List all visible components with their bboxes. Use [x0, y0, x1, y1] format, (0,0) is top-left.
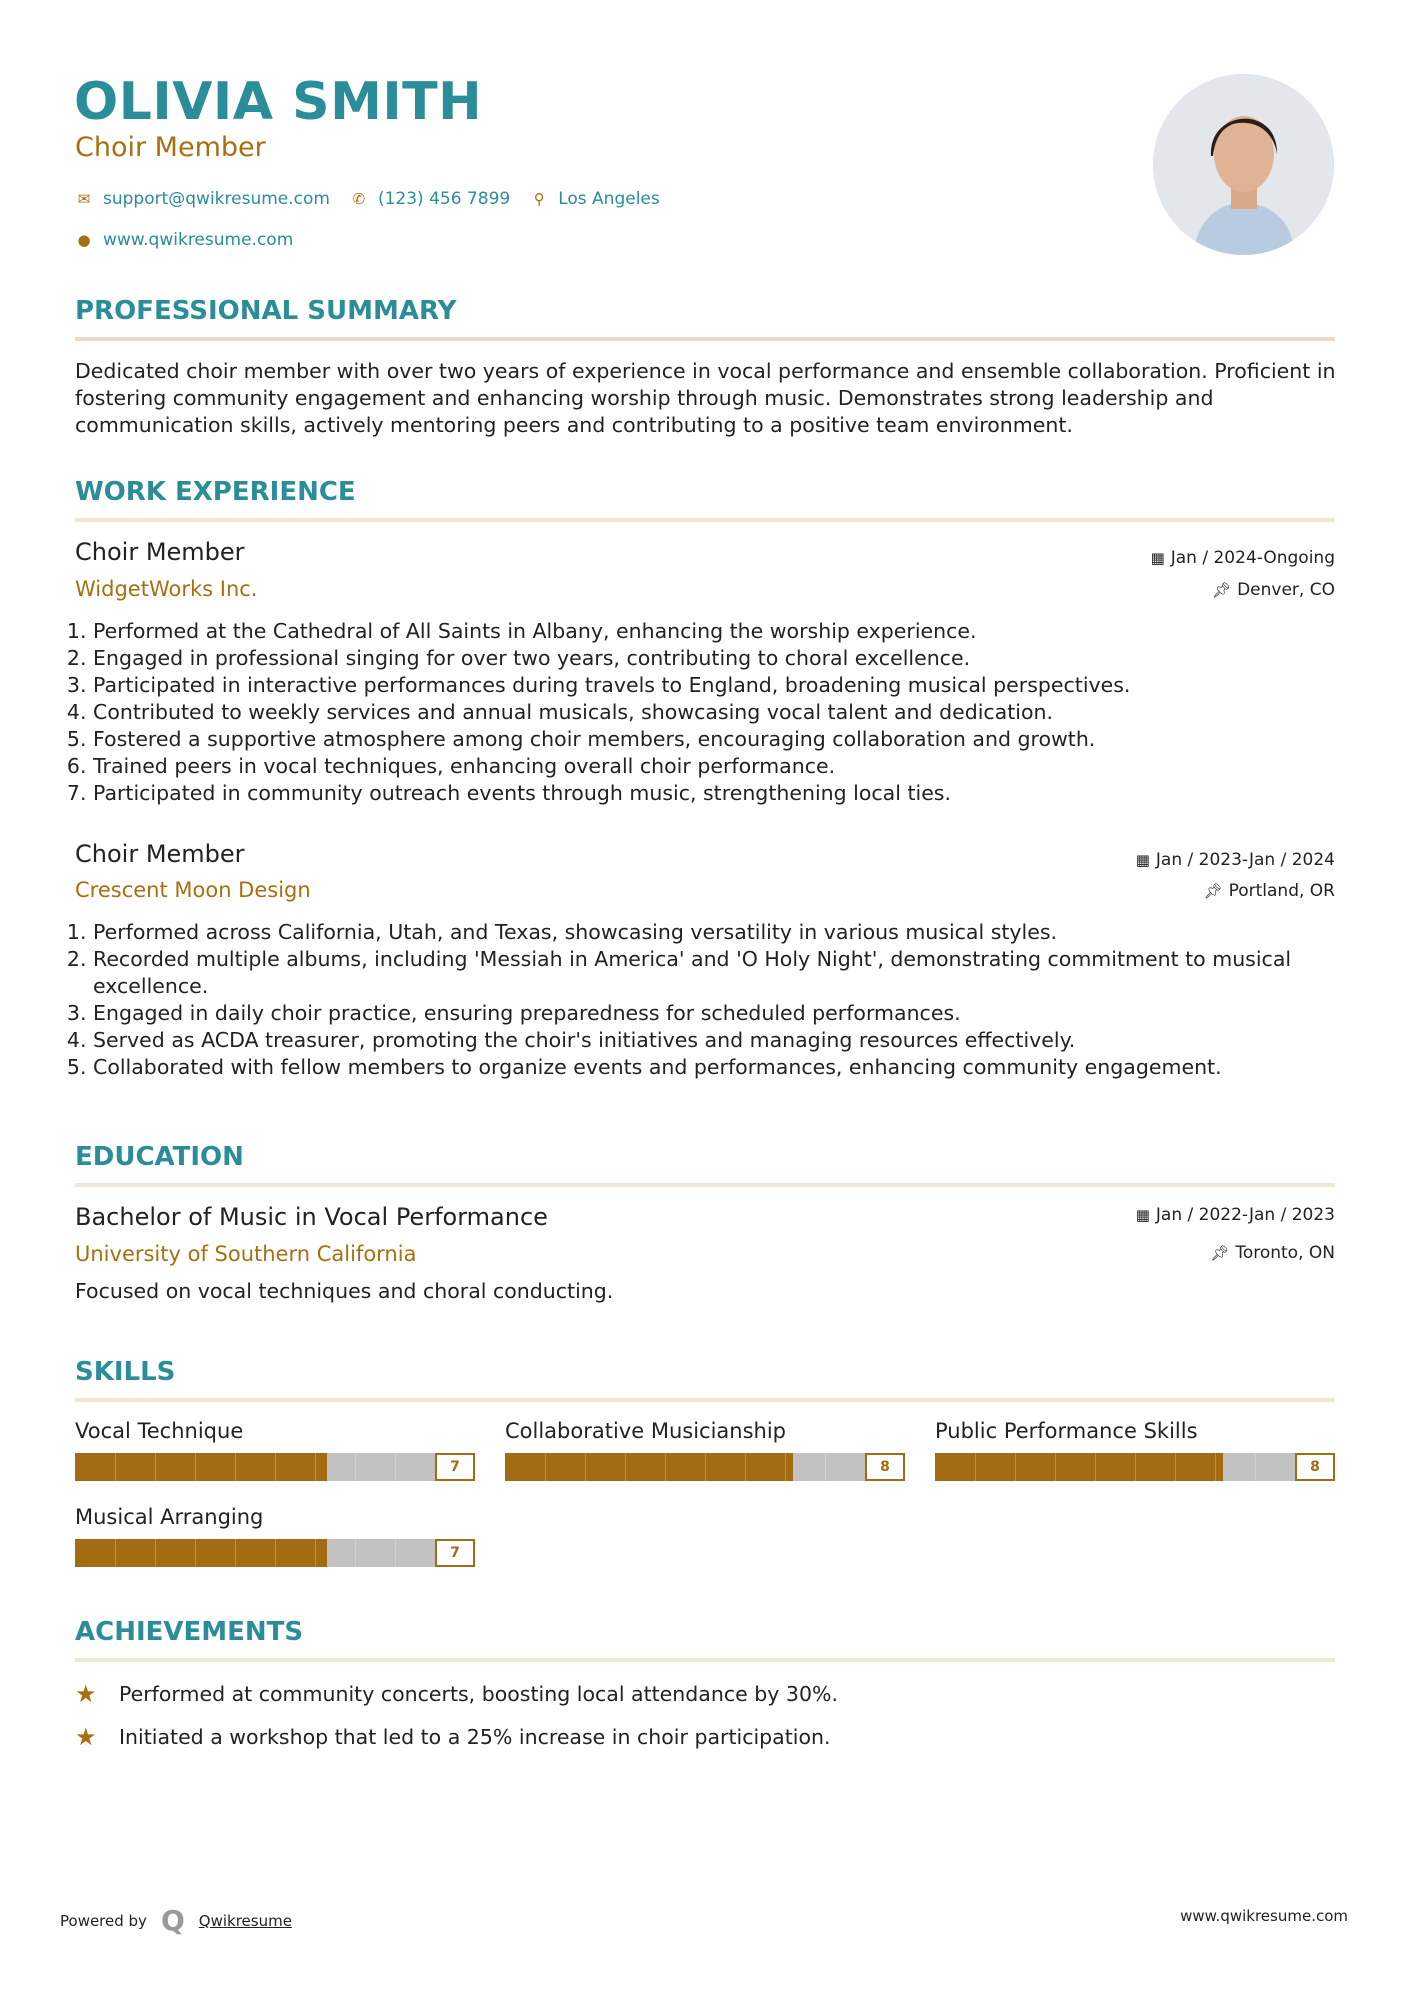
bar-segment	[235, 1453, 236, 1481]
job-location	[1204, 881, 1335, 901]
skills-heading: SKILLS	[75, 1357, 176, 1387]
pushpin-icon: 📌︎	[1203, 882, 1223, 900]
achievements-heading: ACHIEVEMENTS	[75, 1617, 304, 1647]
skill-name: Collaborative Musicianship	[505, 1419, 786, 1443]
job-bullet: 1. Performed across California, Utah, and Texas, showcasing versatility in various musical styles.	[93, 919, 1355, 946]
star-icon: ★	[75, 1680, 97, 1708]
bar-segment	[115, 1539, 116, 1567]
bar-segment	[625, 1453, 626, 1481]
divider	[75, 337, 1335, 341]
calendar-icon: ▦	[1150, 549, 1165, 567]
powered-by-text: Powered by	[60, 1911, 147, 1930]
contact-row	[75, 189, 660, 209]
skill-bar	[75, 1453, 475, 1481]
company-name: Crescent Moon Design	[75, 878, 311, 902]
phone-icon: ✆	[352, 190, 366, 208]
skill-item	[505, 1419, 905, 1481]
bar-segment	[1015, 1453, 1016, 1481]
summary-text: Dedicated choir member with over two years of experience in vocal performance and ensemble collaboration. Proficient in fostering community engagement and enhancing worship through music. Demonstrates strong leadership and communication skills, actively mentoring peers and contributing to a positive team environment.	[75, 359, 1336, 437]
job-bullet: 2. Recorded multiple albums, including 'Messiah in America' and 'O Holy Night', demonstrating commitment to musical excellence.	[93, 946, 1355, 1000]
bar-segment	[155, 1539, 156, 1567]
footer-powered	[60, 1904, 292, 1937]
profile-photo	[1153, 74, 1334, 255]
brand-link[interactable]: Qwikresume	[198, 1911, 292, 1930]
bar-segment	[1255, 1453, 1256, 1481]
star-icon: ★	[75, 1723, 97, 1751]
skill-item	[75, 1505, 475, 1567]
divider	[75, 1183, 1335, 1187]
job-bullet: 6. Trained peers in vocal techniques, enhancing overall choir performance.	[93, 753, 1355, 780]
globe-icon: ●	[77, 231, 91, 249]
dates-text: Jan / 2024-Ongoing	[1170, 548, 1335, 568]
skill-bar	[505, 1453, 905, 1481]
bar-segment	[785, 1453, 786, 1481]
education-heading: EDUCATION	[75, 1142, 244, 1172]
skill-name: Vocal Technique	[75, 1419, 244, 1443]
pushpin-icon: 📌︎	[1212, 581, 1232, 599]
skill-bar	[935, 1453, 1335, 1481]
job-bullet: 3. Engaged in daily choir practice, ensuring preparedness for scheduled performances.	[93, 1000, 1355, 1027]
candidate-title: Choir Member	[75, 132, 266, 163]
skill-level: 7	[435, 1539, 475, 1567]
edu-location	[1210, 1243, 1335, 1263]
job-bullet: 5. Collaborated with fellow members to organize events and performances, enhancing community engagement.	[93, 1054, 1355, 1081]
achievement-text: Performed at community concerts, boosting local attendance by 30%.	[119, 1682, 838, 1706]
bar-segment	[1095, 1453, 1096, 1481]
bar-segment	[235, 1539, 236, 1567]
map-pin-icon: ⚲	[533, 190, 545, 208]
achievement-item	[75, 1680, 838, 1708]
website-row	[75, 230, 293, 250]
school: University of Southern California	[75, 1242, 417, 1266]
skill-item	[935, 1419, 1335, 1481]
email-link[interactable]: support@qwikresume.com	[103, 189, 330, 209]
calendar-icon: ▦	[1135, 1206, 1150, 1224]
skill-item	[75, 1419, 475, 1481]
bar-segment	[155, 1453, 156, 1481]
experience-heading: WORK EXPERIENCE	[75, 477, 356, 507]
bar-segment	[195, 1453, 196, 1481]
bar-segment	[315, 1539, 316, 1567]
edu-description: Focused on vocal techniques and choral conducting.	[75, 1279, 614, 1303]
job-bullet: 1. Performed at the Cathedral of All Saints in Albany, enhancing the worship experience.	[93, 618, 1355, 645]
bar-segment	[705, 1453, 706, 1481]
bar-segment	[395, 1539, 396, 1567]
phone-text: (123) 456 7899	[377, 189, 511, 209]
job-bullets	[75, 618, 1355, 807]
job-title: Choir Member	[75, 538, 245, 566]
bar-segment	[665, 1453, 666, 1481]
skill-level: 8	[1295, 1453, 1335, 1481]
bar-segment	[195, 1539, 196, 1567]
location-text: Los Angeles	[558, 189, 660, 209]
bar-segment	[355, 1453, 356, 1481]
bar-segment	[395, 1453, 396, 1481]
divider	[75, 518, 1335, 522]
achievement-item	[75, 1723, 831, 1751]
dates-text: Jan / 2023-Jan / 2024	[1155, 850, 1335, 870]
skill-bar	[75, 1539, 475, 1567]
skill-name: Musical Arranging	[75, 1505, 264, 1529]
bar-segment	[275, 1539, 276, 1567]
job-bullet: 4. Served as ACDA treasurer, promoting the choir's initiatives and managing resources effectively.	[93, 1027, 1355, 1054]
pushpin-icon: 📌︎	[1210, 1244, 1230, 1262]
calendar-icon: ▦	[1135, 851, 1150, 869]
edu-dates	[1136, 1205, 1335, 1225]
candidate-name: OLIVIA SMITH	[74, 72, 483, 132]
skill-bar-fill	[935, 1453, 1223, 1481]
skill-level: 7	[435, 1453, 475, 1481]
bar-segment	[1135, 1453, 1136, 1481]
skill-name: Public Performance Skills	[935, 1419, 1198, 1443]
achievement-text: Initiated a workshop that led to a 25% increase in choir participation.	[119, 1725, 831, 1749]
job-dates	[1136, 850, 1335, 870]
job-bullet: 3. Participated in interactive performances during travels to England, broadening musical perspectives.	[93, 672, 1355, 699]
skill-bar-fill	[505, 1453, 793, 1481]
divider	[75, 1398, 1335, 1402]
bar-segment	[355, 1539, 356, 1567]
bar-segment	[115, 1453, 116, 1481]
skill-bar-fill	[75, 1453, 327, 1481]
bar-segment	[745, 1453, 746, 1481]
job-location	[1212, 580, 1335, 600]
location-text: Portland, OR	[1228, 881, 1335, 901]
envelope-icon: ✉	[77, 190, 91, 208]
job-bullet: 5. Fostered a supportive atmosphere among choir members, encouraging collaboration and growth.	[93, 726, 1355, 753]
bar-segment	[275, 1453, 276, 1481]
skill-level: 8	[865, 1453, 905, 1481]
bar-segment	[1175, 1453, 1176, 1481]
company-name: WidgetWorks Inc.	[75, 577, 258, 601]
divider	[75, 1658, 1335, 1662]
job-dates	[1151, 548, 1335, 568]
bar-segment	[825, 1453, 826, 1481]
footer-website[interactable]: www.qwikresume.com	[1180, 1907, 1348, 1925]
location-text: Denver, CO	[1237, 580, 1335, 600]
skill-bar-fill	[75, 1539, 327, 1567]
job-bullet: 7. Participated in community outreach events through music, strengthening local ties.	[93, 780, 1355, 807]
bar-segment	[545, 1453, 546, 1481]
summary-heading: PROFESSIONAL SUMMARY	[75, 296, 457, 326]
bar-segment	[1055, 1453, 1056, 1481]
job-bullet: 2. Engaged in professional singing for over two years, contributing to choral excellence.	[93, 645, 1355, 672]
job-title: Choir Member	[75, 840, 245, 868]
bar-segment	[975, 1453, 976, 1481]
job-bullets	[75, 919, 1355, 1081]
qwikresume-logo-icon: Q	[160, 1904, 185, 1937]
bar-segment	[315, 1453, 316, 1481]
bar-segment	[585, 1453, 586, 1481]
bar-segment	[1215, 1453, 1216, 1481]
location-text: Toronto, ON	[1235, 1243, 1335, 1263]
dates-text: Jan / 2022-Jan / 2023	[1155, 1205, 1335, 1225]
degree: Bachelor of Music in Vocal Performance	[75, 1203, 548, 1231]
website-link[interactable]: www.qwikresume.com	[103, 230, 294, 250]
job-bullet: 4. Contributed to weekly services and annual musicals, showcasing vocal talent and dedication.	[93, 699, 1355, 726]
